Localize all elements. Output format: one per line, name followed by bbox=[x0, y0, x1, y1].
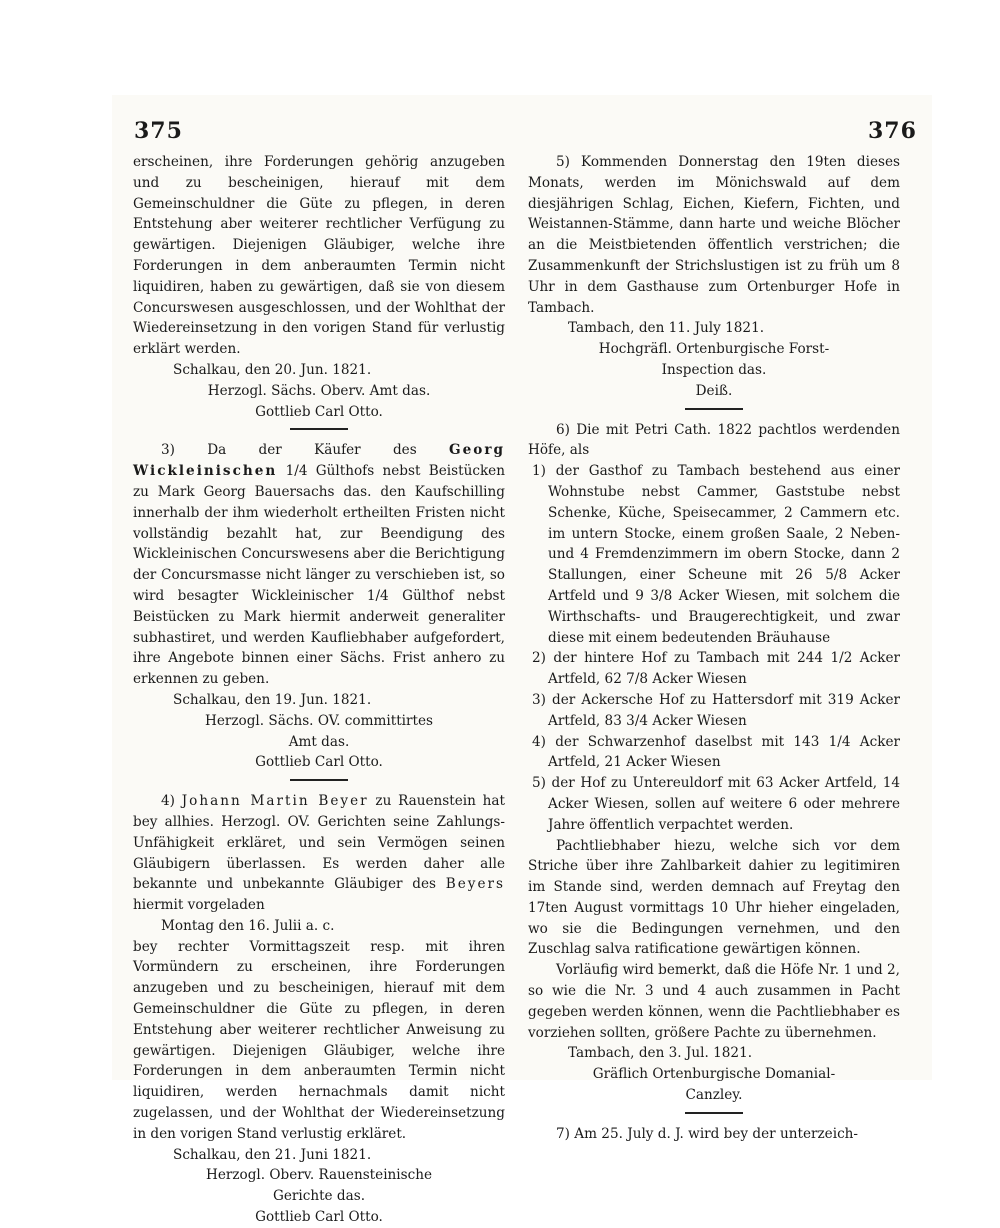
notice-3-name: Georg Wickleinischen bbox=[133, 442, 505, 480]
notice-4-text: 4) Johann Martin Beyer zu Rauenstein hat bey allhies. Herzogl. OV. Gerichten seine Zahlungs-Unfähigkeit erkläret, und sein Vermögen seinen Gläubigern überlassen. Es werden daher alle bekannte und unbekannte Gläubiger des Beyers hiermit vorgeladen bbox=[133, 793, 505, 914]
notice-3-date: Schalkau, den 19. Jun. 1821. bbox=[173, 691, 372, 708]
list-item: 3) der Ackersche Hof zu Hattersdorf mit 319 Acker Artfeld, 83 3/4 Acker Wiesen bbox=[532, 691, 900, 729]
list-item: 2) der hintere Hof zu Tambach mit 244 1/2 Acker Artfeld, 62 7/8 Acker Wiesen bbox=[532, 650, 900, 688]
notice-4-name-2: Beyers bbox=[445, 876, 505, 893]
notice-3-authority-cont: Amt das. bbox=[288, 733, 350, 750]
notice-6-date: Tambach, den 3. Jul. 1821. bbox=[568, 1045, 753, 1062]
notice-7-number: 7) bbox=[556, 1125, 570, 1142]
notice-6-intro: 6) Die mit Petri Cath. 1822 pachtlos werdenden Höfe, als bbox=[528, 421, 900, 459]
notice-4-name: Johann Martin Beyer bbox=[181, 793, 369, 810]
notice-4-number: 4) bbox=[161, 793, 175, 810]
section-divider bbox=[685, 1112, 743, 1114]
notice-4-term: Montag den 16. Julii a. c. bbox=[161, 917, 335, 934]
notice-3-text: 3) Da der Käufer des Georg Wickleinischen 1/4 Gülthofs nebst Beistücken zu Mark Georg Bauersachs das. den Kaufschilling innerhalb der ihm wiederholt ertheilten Fristen nicht vollständig bezahlt hat, zur Beendigung des Wickleinischen Concurswesens aber die Berichtigung der Concursmasse nicht länger zu verschieben ist, so wird besagter Wickleinischer 1/4 Gülthof nebst Beistücken zu Mark hiermit anderweit generaliter subhastiret, und werden Kaufliebhaber aufgefordert, ihre Angebote binnen einer Sächs. Frist anhero zu erkennen zu geben. bbox=[133, 442, 505, 688]
notice-5-authority: Hochgräfl. Ortenburgische Forst- bbox=[598, 341, 830, 358]
section-divider bbox=[685, 408, 743, 410]
notice-6-paragraph-2: Vorläufig wird bemerkt, daß die Höfe Nr. 1 und 2, so wie die Nr. 3 und 4 auch zusammen in Pacht gegeben werden können, wenn die Pachtliebhaber es vorziehen sollten, größere Pachte zu übernehmen. bbox=[528, 962, 900, 1041]
notice-4-authority: Herzogl. Oberv. Rauensteinische bbox=[205, 1167, 433, 1184]
notice-5-authority-cont: Inspection das. bbox=[661, 361, 767, 378]
notice-6-paragraph-1: Pachtliebhaber hiezu, welche sich vor dem Striche über ihre Zahlbarkeit dahier zu legitimiren im Stande sind, werden demnach auf Freytag den 17ten August vormittags 10 Uhr hieher eingeladen, wo sie die Bedingungen vernehmen, und den Zuschlag salva ratificatione gewärtigen können. bbox=[528, 837, 900, 958]
right-column bbox=[528, 152, 900, 1145]
notice-7-text: 7) Am 25. July d. J. wird bey der unterzeich- bbox=[556, 1125, 859, 1142]
notice-3-number: 3) bbox=[161, 442, 175, 459]
notice-4-authority-cont: Gerichte das. bbox=[272, 1188, 366, 1205]
notice-5-text: 5) Kommenden Donnerstag den 19ten dieses Monats, werden im Mönichswald auf dem diesjährigen Schlag, Eichen, Kiefern, Fichten, und Weistannen-Stämme, dann harte und weiche Blöcher an die Meistbietenden öffentlich verstrichen; die Zusammenkunft der Strichslustigen ist zu früh um 8 Uhr in dem Gasthause zum Ortenburger Hofe in Tambach. bbox=[528, 154, 900, 316]
section-divider bbox=[290, 779, 348, 781]
left-column bbox=[133, 152, 505, 1228]
notice-4-body: bey rechter Vormittagszeit resp. mit ihren Vormündern zu erscheinen, ihre Forderungen anzugeben und zu bescheinigen, hierauf mit dem Gemeinschuldner die Güte zu pflegen, in deren Entstehung aber weiterer rechtlicher Anweisung zu gewärtigen. Diejenigen Gläubiger, welche ihre Forderungen in dem anberaumten Termin nicht liquidiren, werden hernachmals damit nicht zugelassen, und der Wohlthat der Wiedereinsetzung in den vorigen Stand verlustig erkläret. bbox=[133, 938, 505, 1142]
page-number-right: 376 bbox=[868, 118, 917, 144]
notice-6-authority-cont: Canzley. bbox=[685, 1087, 743, 1104]
notice-5-signer: Deiß. bbox=[695, 382, 733, 399]
notice-6-authority: Gräflich Ortenburgische Domanial- bbox=[592, 1066, 836, 1083]
notice-3-authority: Herzogl. Sächs. OV. committirtes bbox=[204, 712, 433, 729]
notice-3-body: 1/4 Gülthofs nebst Beistücken zu Mark Georg Bauersachs das. den Kaufschilling innerhalb der ihm wiederholt ertheilten Fristen nicht vollständig bezahlt hat, zur Beendigung des Wickleinischen Concurswesens aber die Berichtigung der Concursmasse nicht länger zu verschieben ist, so wird besagter Wickleinischer 1/4 Gülthof nebst Beistücken zu Mark hiermit anderweit generaliter subhastiret, und werden Kaufliebhaber aufgefordert, ihre Angebote binnen einer Sächs. Frist anhero zu erkennen zu geben. bbox=[133, 463, 505, 688]
notice-4-signer: Gottlieb Carl Otto. bbox=[255, 1209, 383, 1226]
page-number-left: 375 bbox=[134, 118, 183, 144]
list-item: 4) der Schwarzenhof daselbst mit 143 1/4 Acker Artfeld, 21 Acker Wiesen bbox=[532, 733, 900, 771]
notice-continued-date: Schalkau, den 20. Jun. 1821. bbox=[173, 361, 372, 378]
notice-4-date: Schalkau, den 21. Juni 1821. bbox=[173, 1146, 372, 1163]
notice-continued-authority: Herzogl. Sächs. Oberv. Amt das. bbox=[207, 382, 431, 399]
list-item: 1) der Gasthof zu Tambach bestehend aus einer Wohnstube nebst Cammer, Gaststube nebst Schenke, Küche, Speisecammer, 2 Cammern etc. im untern Stocke, einem großen Saale, 2 Neben- und 4 Fremdenzimmern im obern Stocke, dann 2 Stallungen, einer Scheune mit 26 5/8 Acker Artfeld und 9 3/8 Acker Wiesen, mit solchem die Wirthschafts- und Braugerechtigkeit, und zwar diese mit einem bedeutenden Bräuhause bbox=[532, 463, 900, 646]
notice-continued-signer: Gottlieb Carl Otto. bbox=[255, 403, 383, 420]
notice-5-number: 5) bbox=[556, 154, 570, 170]
section-divider bbox=[290, 428, 348, 430]
notice-continued-body: erscheinen, ihre Forderungen gehörig anzugeben und zu bescheinigen, hierauf mit dem Gemeinschuldner die Güte zu pflegen, in deren Entstehung aber weiterer rechtlicher Verfügung zu gewärtigen. Diejenigen Gläubiger, welche ihre Forderungen in dem anberaumten Termin nicht liquidiren, haben zu gewärtigen, daß sie von diesem Concurswesen ausgeschlossen, und der Wohlthat der Wiedereinsetzung in den vorigen Stand für verlustig erklärt werden. bbox=[133, 154, 505, 358]
notice-3-signer: Gottlieb Carl Otto. bbox=[255, 754, 383, 771]
notice-5-date: Tambach, den 11. July 1821. bbox=[568, 320, 765, 337]
notice-6-number: 6) bbox=[556, 421, 570, 438]
list-item: 5) der Hof zu Untereuldorf mit 63 Acker Artfeld, 14 Acker Wiesen, sollen auf weitere 6 oder mehrere Jahre öffentlich verpachtet werden. bbox=[532, 775, 900, 833]
